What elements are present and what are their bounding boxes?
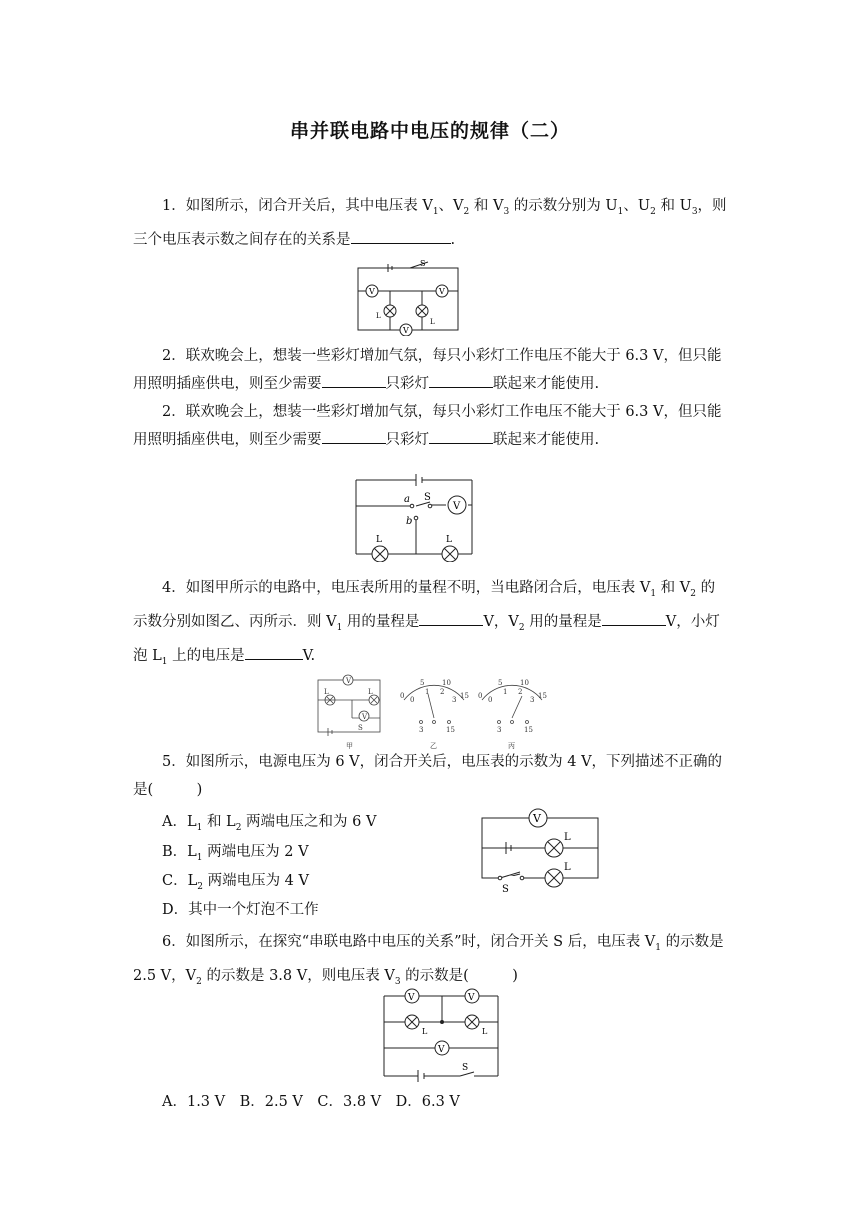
circuit-figure-q5 (476, 804, 606, 896)
question-2: 2．联欢晚会上，想装一些彩灯增加气氛，每只小彩灯工作电压不能大于 6.3 V，但只能用照明插座供电，则至少需要 只彩灯 联起来才能使用. (133, 348, 722, 392)
svg-text:S: S (358, 724, 363, 732)
figure-label-bing: 丙 (508, 742, 515, 750)
voltmeter-label: V (408, 993, 415, 1003)
circuit-figure-q1 (350, 258, 462, 336)
circuit-figure-q6 (378, 986, 504, 1084)
answer-blank[interactable] (429, 427, 493, 444)
voltmeter-label: V (453, 501, 461, 512)
figure-label-yi: 乙 (430, 742, 437, 750)
svg-text:5: 5 (420, 679, 425, 687)
svg-text:10: 10 (520, 679, 529, 687)
q6-options[interactable]: A．1.3 V B．2.5 V C．3.8 V D．6.3 V (162, 1094, 460, 1110)
voltmeter-label: V (403, 326, 409, 335)
page-title: 串并联电路中电压的规律（二） (289, 120, 570, 142)
svg-text:3: 3 (497, 726, 502, 734)
svg-text:15: 15 (446, 726, 455, 734)
svg-text:1: 1 (425, 688, 430, 696)
svg-text:3: 3 (419, 726, 424, 734)
switch-label: S (502, 884, 509, 895)
svg-text:0: 0 (488, 696, 493, 704)
voltmeter-label: V (468, 993, 475, 1003)
svg-text:0: 0 (400, 692, 405, 700)
answer-blank[interactable] (322, 371, 386, 388)
q5-option-d[interactable]: D．其中一个灯泡不工作 (162, 902, 319, 918)
question-4: 4．如图甲所示的电路中，电压表所用的量程不明，当电路闭合后，电压表 $V_1$ 和 $V_2$ 的示数分别如图乙、丙所示．则 $V_1$ 用的量程是 V，$V_2$ 用的量程是 V，小灯泡 $L_1$ 上的电压是 V. (133, 580, 720, 667)
svg-text:1: 1 (503, 688, 508, 696)
lamp-label-l1: L (422, 1027, 428, 1036)
voltmeter-label: V (439, 287, 445, 296)
lamp-label-l2: L (482, 1027, 488, 1036)
voltmeter-label: V (438, 1045, 445, 1055)
q5-option-a[interactable]: A．$L_1$ 和 $L_2$ 两端电压之和为 6 V (162, 814, 377, 833)
question-2-repeat: 2．联欢晚会上，想装一些彩灯增加气氛，每只小彩灯工作电压不能大于 6.3 V，但只能用照明插座供电，则至少需要 只彩灯 联起来才能使用. (133, 404, 722, 448)
svg-text:2: 2 (440, 688, 445, 696)
answer-blank[interactable] (322, 427, 386, 444)
lamp-label-l1: L (376, 535, 382, 545)
q5-option-b[interactable]: B．$L_1$ 两端电压为 2 V (162, 844, 309, 863)
answer-blank[interactable] (602, 609, 666, 626)
svg-text:3: 3 (452, 696, 457, 704)
answer-blank[interactable] (351, 227, 451, 244)
answer-blank[interactable] (429, 371, 493, 388)
svg-text:15: 15 (524, 726, 533, 734)
voltmeter-label: V (369, 287, 375, 296)
svg-text:15: 15 (460, 692, 469, 700)
svg-text:10: 10 (442, 679, 451, 687)
answer-blank[interactable] (419, 609, 483, 626)
svg-text:0: 0 (478, 692, 483, 700)
circuit-and-meters-figure-q4 (312, 672, 562, 750)
svg-text:V: V (362, 713, 368, 721)
switch-label: S (424, 492, 431, 503)
lamp-label-l1: L (564, 832, 571, 843)
circuit-figure-q3 (350, 470, 478, 562)
svg-text:L: L (368, 688, 373, 696)
svg-text:2: 2 (518, 688, 523, 696)
question-6: 6．如图所示，在探究“串联电路中电压的关系”时，闭合开关 S 后，电压表 $V_1$ 的示数是 2.5 V，$V_2$ 的示数是 3.8 V，则电压表 $V_3$ 的示数是( ) (133, 934, 724, 987)
switch-label: S (462, 1063, 469, 1073)
q5-option-c[interactable]: C．$L_2$ 两端电压为 4 V (162, 873, 309, 892)
question-5-stem: 5．如图所示，电源电压为 6 V，闭合开关后，电压表的示数为 4 V，下列描述不正确的是( ) (133, 754, 723, 798)
switch-label: S (420, 259, 426, 268)
question-1: 1．如图所示，闭合开关后，其中电压表 $V_1$、$V_2$ 和 $V_3$ 的示数分别为 $U_1$、$U_2$ 和 $U_3$，则三个电压表示数之间存在的关系是 . (133, 198, 727, 248)
svg-text:L: L (324, 688, 329, 696)
svg-text:3: 3 (530, 696, 535, 704)
figure-label-jia: 甲 (346, 742, 353, 750)
answer-blank[interactable] (245, 643, 303, 660)
svg-text:V: V (346, 677, 352, 685)
lamp-label: L (430, 318, 435, 326)
lamp-label-l2: L (446, 535, 452, 545)
svg-text:0: 0 (410, 696, 415, 704)
svg-text:15: 15 (538, 692, 547, 700)
svg-text:5: 5 (498, 679, 503, 687)
voltmeter-label: V (533, 812, 541, 825)
terminal-a-label: a (404, 494, 410, 505)
terminal-b-label: b (406, 516, 413, 527)
lamp-label: L (376, 312, 381, 320)
lamp-label-l2: L (564, 862, 571, 873)
